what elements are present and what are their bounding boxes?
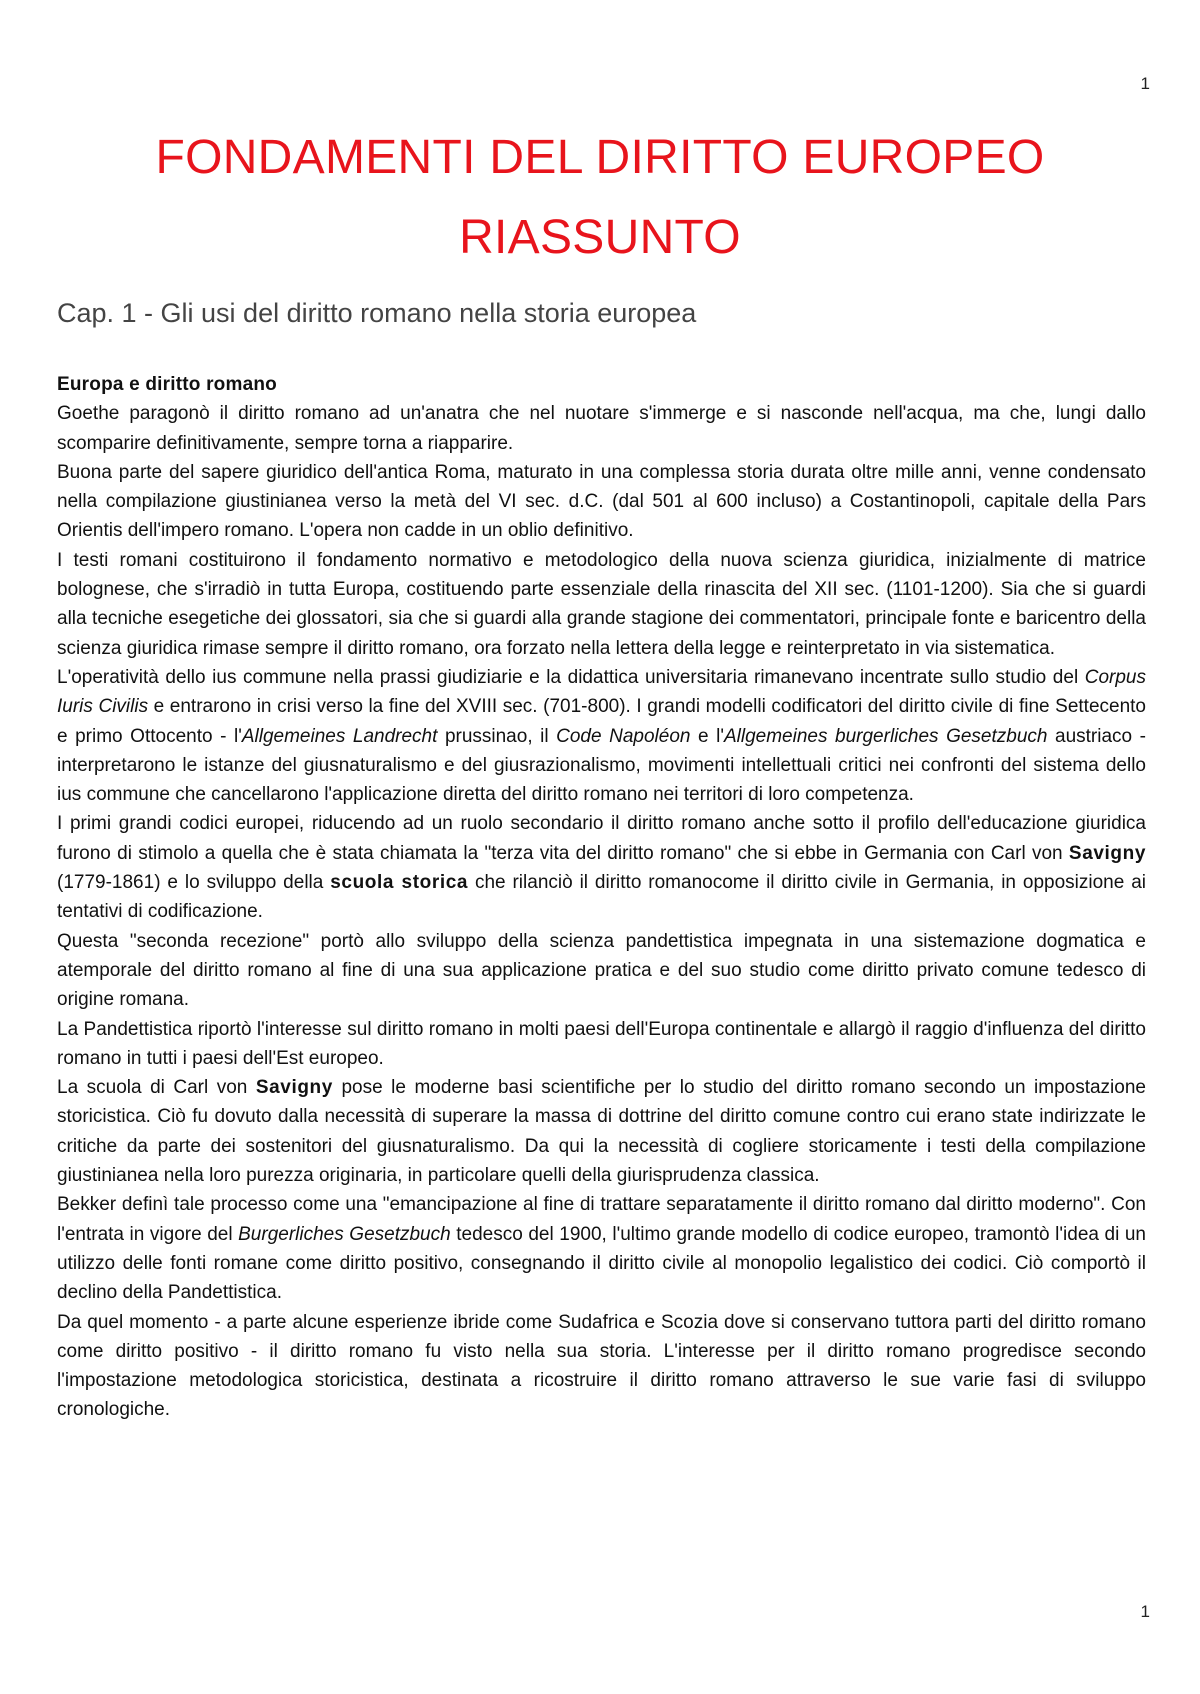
paragraph-8-text-a: La scuola di Carl von: [57, 1077, 256, 1099]
paragraph-5-bold-savigny: Savigny: [1068, 842, 1146, 864]
paragraph-4-italic-corpus: Corpus Iuris Civilis: [57, 666, 1146, 718]
paragraph-4-text-e: austriaco - interpretarono le istanze del giusnaturalismo e del giusrazionalismo, movimenti intellettuali critici nei confronti del sistema dello ius commune che cancellarono l'applicazione diretta del diritto romano nei territori di loro competenza.: [57, 725, 1146, 806]
paragraph-5-text-b: (1779-1861) e lo sviluppo della: [57, 872, 331, 894]
paragraph-9: [57, 1190, 1146, 1307]
page-number-top: 1: [1140, 74, 1150, 93]
paragraph-5: [57, 809, 1146, 926]
page-number-bottom: 1: [1140, 1602, 1150, 1621]
paragraph-10: Da quel momento - a parte alcune esperienze ibride come Sudafrica e Scozia dove si conservano tuttora parti del diritto romano come diritto positivo - il diritto romano fu visto nella sua storia. L'interesse per il diritto romano progredisce secondo l'impostazione metodologica storicistica, destinata a ricostruire il diritto romano attraverso le sue varie fasi di sviluppo cronologiche.: [57, 1311, 1146, 1421]
paragraph-7: La Pandettistica riportò l'interesse sul diritto romano in molti paesi dell'Europa continentale e allargò il raggio d'influenza del diritto romano in tutti i paesi dell'Est europeo.: [57, 1018, 1146, 1069]
title-line-1: FONDAMENTI DEL DIRITTO EUROPEO: [155, 131, 1045, 184]
document-body: [57, 370, 1146, 1425]
paragraph-6: Questa "seconda recezione" portò allo sviluppo della scienza pandettistica impegnata in una sistemazione dogmatica e atemporale del diritto romano al fine di una sua applicazione pratica e del suo studio come diritto privato comune tedesco di origine romana.: [57, 930, 1146, 1011]
paragraph-9-text-b: tedesco del 1900, l'ultimo grande modello di codice europeo, tramontò l'idea di un utilizzo delle fonti romane come diritto positivo, consegnando il diritto civile al monopolio legalistico dei codici. Ciò comportò il declino della Pandettistica.: [57, 1223, 1146, 1304]
title-line-2: RIASSUNTO: [459, 211, 741, 264]
document-title: [60, 118, 1140, 278]
paragraph-9-italic-bgb: Burgerliches Gesetzbuch: [238, 1223, 451, 1245]
paragraph-4-italic-landrecht: Allgemeines Landrecht: [241, 725, 438, 747]
paragraph-4-text-c: prussinao, il: [437, 725, 557, 747]
paragraph-5-bold-scuola-storica: scuola storica: [330, 872, 469, 894]
paragraph-5-text-c: che rilanciò il diritto romanocome il diritto civile in Germania, in opposizione ai tentativi di codificazione.: [57, 872, 1146, 923]
paragraph-4-text-d: e l': [690, 725, 724, 747]
paragraph-8: [57, 1073, 1146, 1190]
paragraph-2: Buona parte del sapere giuridico dell'antica Roma, maturato in una complessa storia durata oltre mille anni, venne condensato nella compilazione giustinianea verso la metà del VI sec. d.C. (dal 501 al 600 incluso) a Costantinopoli, capitale della Pars Orientis dell'impero romano. L'opera non cadde in un oblio definitivo.: [57, 461, 1146, 542]
paragraph-4: [57, 663, 1146, 809]
paragraph-3: I testi romani costituirono il fondamento normativo e metodologico della nuova scienza giuridica, inizialmente di matrice bolognese, che s'irradiò in tutta Europa, costituendo parte essenziale della rinascita del XII sec. (1101-1200). Sia che si guardi alla tecniche esegetiche dei glossatori, sia che si guardi alla grande stagione dei commentatori, principale fonte e baricentro della scienza giuridica rimase sempre il diritto romano, ora forzato nella lettera della legge e reinterpretato in via sistematica.: [57, 549, 1146, 659]
paragraph-4-italic-code: Code Napoléon: [556, 725, 691, 747]
section-heading: Europa e diritto romano: [57, 374, 277, 395]
paragraph-1: Goethe paragonò il diritto romano ad un'anatra che nel nuotare s'immerge e si nasconde nell'acqua, ma che, lungi dallo scomparire definitivamente, sempre torna a riapparire.: [57, 403, 1146, 454]
paragraph-8-bold-savigny: Savigny: [255, 1077, 333, 1099]
paragraph-4-italic-abgb: Allgemeines burgerliches Gesetzbuch: [723, 725, 1048, 747]
chapter-heading: Cap. 1 - Gli usi del diritto romano nella storia europea: [57, 298, 697, 328]
paragraph-4-text-b: e entrarono in crisi verso la fine del XVIII sec. (701-800). I grandi modelli codificatori del diritto civile di fine Settecento e primo Ottocento - l': [57, 696, 1146, 747]
paragraph-8-text-b: pose le moderne basi scientifiche per lo studio del diritto romano secondo un impostazione storicistica. Ciò fu dovuto dalla necessità di superare la massa di dottrine del diritto comune contro cui erano state indirizzate le critiche da parte dei sostenitori del giusnaturalismo. Da qui la necessità di cogliere storicamente i testi della compilazione giustinianea nella loro purezza originaria, in particolare quelli della giurisprudenza classica.: [57, 1077, 1146, 1187]
paragraph-4-text-a: L'operatività dello ius commune nella prassi giudiziarie e la didattica universitaria rimanevano incentrate sullo studio del: [57, 666, 1085, 688]
paragraph-5-text-a: I primi grandi codici europei, riducendo ad un ruolo secondario il diritto romano anche sotto il profilo dell'educazione giuridica furono di stimolo a quella che è stata chiamata la "terza vita del diritto romano" che si ebbe in Germania con Carl von: [57, 813, 1146, 864]
paragraph-9-text-a: Bekker definì tale processo come una "emancipazione al fine di trattare separatamente il diritto romano dal diritto moderno". Con l'entrata in vigore del: [57, 1194, 1146, 1245]
